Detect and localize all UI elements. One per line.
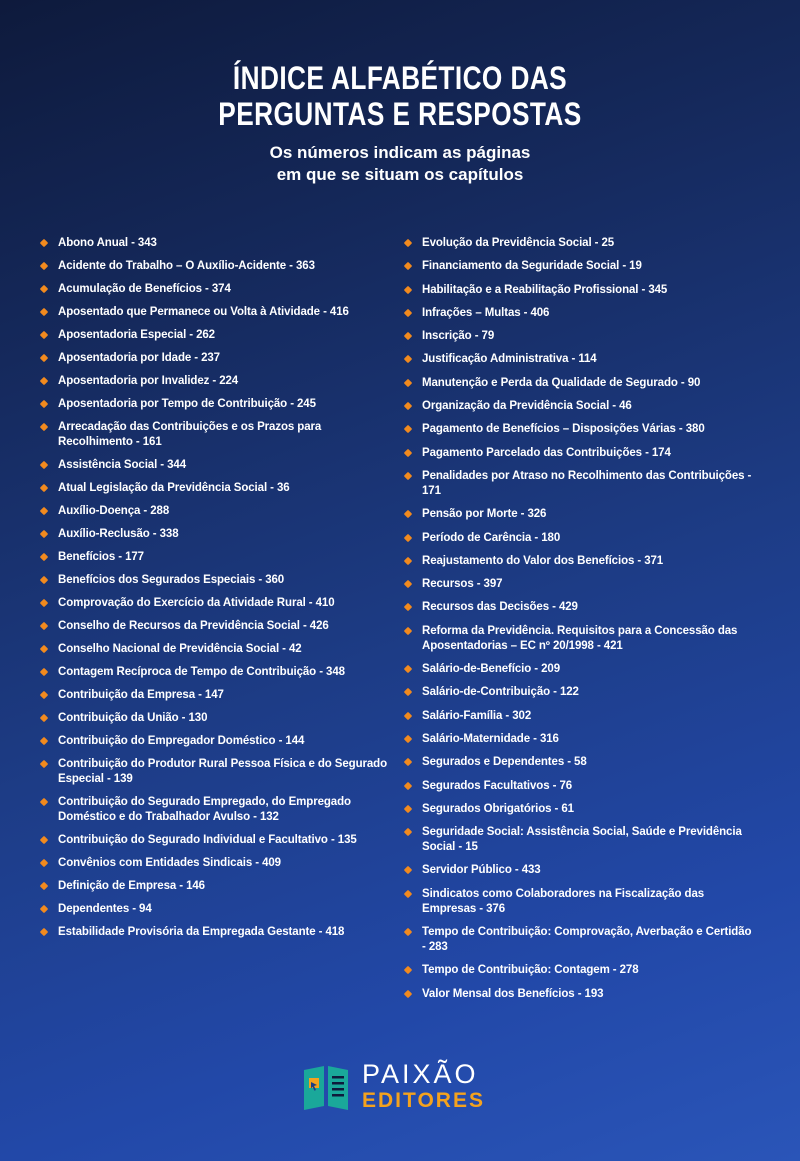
bullet-diamond-icon xyxy=(40,507,48,515)
index-entry xyxy=(402,283,757,298)
bullet-diamond-icon xyxy=(40,599,48,607)
bullet-diamond-icon xyxy=(40,714,48,722)
index-entry-text: Salário-Maternidade - 316 xyxy=(422,732,559,745)
bullet-diamond-icon xyxy=(40,737,48,745)
index-entry xyxy=(402,531,757,546)
index-entry-text: Manutenção e Perda da Qualidade de Segurado - 90 xyxy=(422,376,701,389)
index-entry xyxy=(38,550,398,565)
index-entry xyxy=(402,446,757,461)
index-entry xyxy=(38,856,398,871)
index-entry xyxy=(402,662,757,677)
subtitle-line-2: em que se situam os capítulos xyxy=(276,165,524,184)
index-entry-text: Assistência Social - 344 xyxy=(58,459,187,471)
index-entry xyxy=(38,236,398,251)
index-entry-text: Pagamento de Benefícios – Disposições Várias - 380 xyxy=(422,423,705,436)
bullet-diamond-icon xyxy=(404,989,412,997)
index-entry xyxy=(38,665,398,680)
page-title xyxy=(72,60,728,132)
index-entry-text: Contribuição do Segurado Individual e Facultativo - 135 xyxy=(58,834,357,846)
bullet-diamond-icon xyxy=(40,836,48,844)
index-entry-text: Acumulação de Benefícios - 374 xyxy=(58,283,231,295)
header xyxy=(0,60,800,186)
index-entry-text: Inscrição - 79 xyxy=(422,330,495,343)
index-entry xyxy=(38,902,398,917)
index-entry xyxy=(38,619,398,634)
index-entry xyxy=(38,688,398,703)
index-entry-text: Comprovação do Exercício da Atividade Rural - 410 xyxy=(58,597,335,609)
index-entry-text: Período de Carência - 180 xyxy=(422,531,561,544)
bullet-diamond-icon xyxy=(40,377,48,385)
index-entry-text: Penalidades por Atraso no Recolhimento das Contribuições - 171 xyxy=(422,469,752,497)
bullet-diamond-icon xyxy=(40,576,48,584)
index-entry-text: Reforma da Previdência. Requisitos para a Concessão das Aposentadorias – EC nº 20/1998 - 421 xyxy=(422,624,738,652)
index-entry xyxy=(402,577,757,592)
bullet-diamond-icon xyxy=(40,928,48,936)
bullet-diamond-icon xyxy=(404,580,412,588)
index-entry xyxy=(38,328,398,343)
index-entry xyxy=(38,573,398,588)
index-entry-text: Valor Mensal dos Benefícios - 193 xyxy=(422,987,604,1000)
index-entry-text: Salário-Família - 302 xyxy=(422,709,532,722)
index-entry-text: Servidor Público - 433 xyxy=(422,864,541,877)
index-entry-text: Auxílio-Reclusão - 338 xyxy=(58,528,179,540)
bullet-diamond-icon xyxy=(404,533,412,541)
bullet-diamond-icon xyxy=(404,688,412,696)
bullet-diamond-icon xyxy=(40,622,48,630)
bullet-diamond-icon xyxy=(404,735,412,743)
index-entry xyxy=(402,755,757,770)
bullet-diamond-icon xyxy=(404,379,412,387)
bullet-diamond-icon xyxy=(404,966,412,974)
bullet-diamond-icon xyxy=(40,905,48,913)
index-entry-text: Aposentadoria Especial - 262 xyxy=(58,329,215,341)
bullet-diamond-icon xyxy=(404,285,412,293)
index-entry xyxy=(38,734,398,749)
bullet-diamond-icon xyxy=(404,557,412,565)
bullet-diamond-icon xyxy=(404,711,412,719)
bullet-diamond-icon xyxy=(404,889,412,897)
index-entry-text: Conselho Nacional de Previdência Social - 42 xyxy=(58,643,302,655)
bullet-diamond-icon xyxy=(404,758,412,766)
index-entry-text: Organização da Previdência Social - 46 xyxy=(422,400,632,413)
index-entry xyxy=(402,329,757,344)
index-entry-text: Sindicatos como Colaboradores na Fiscalização das Empresas - 376 xyxy=(422,887,705,915)
index-entry xyxy=(402,469,757,499)
index-column-right xyxy=(402,236,757,1010)
index-entry-text: Contribuição do Segurado Empregado, do Empregado Doméstico e do Trabalhador Avulso - 132 xyxy=(58,796,351,823)
index-entry-text: Pensão por Morte - 326 xyxy=(422,508,547,521)
index-entry xyxy=(38,504,398,519)
index-entry xyxy=(38,879,398,894)
index-entry xyxy=(38,420,398,450)
bullet-diamond-icon xyxy=(404,448,412,456)
index-entry-text: Benefícios dos Segurados Especiais - 360 xyxy=(58,574,285,586)
index-entry xyxy=(402,399,757,414)
index-entry-text: Evolução da Previdência Social - 25 xyxy=(422,237,615,249)
bullet-diamond-icon xyxy=(404,781,412,789)
index-entry-text: Contribuição do Empregador Doméstico - 144 xyxy=(58,735,305,747)
index-entry xyxy=(402,802,757,817)
bullet-diamond-icon xyxy=(404,805,412,813)
publisher-logo xyxy=(300,1060,520,1120)
index-entry-text: Recursos das Decisões - 429 xyxy=(422,601,578,614)
index-entry-text: Justificação Administrativa - 114 xyxy=(422,353,597,366)
index-entry xyxy=(402,554,757,569)
index-entry xyxy=(38,374,398,389)
bullet-diamond-icon xyxy=(40,262,48,270)
bullet-diamond-icon xyxy=(40,645,48,653)
bullet-diamond-icon xyxy=(40,285,48,293)
bullet-diamond-icon xyxy=(40,354,48,362)
bullet-diamond-icon xyxy=(404,828,412,836)
index-entry xyxy=(38,481,398,496)
page-subtitle xyxy=(0,142,800,186)
bullet-diamond-icon xyxy=(404,402,412,410)
title-line-2: PERGUNTAS E RESPOSTAS xyxy=(218,96,582,132)
index-entry-text: Recursos - 397 xyxy=(422,578,503,591)
index-entry xyxy=(38,711,398,726)
index-entry-text: Seguridade Social: Assistência Social, Saúde e Previdência Social - 15 xyxy=(422,826,742,854)
bullet-diamond-icon xyxy=(404,332,412,340)
bullet-diamond-icon xyxy=(404,603,412,611)
index-entry-text: Segurados Facultativos - 76 xyxy=(422,779,573,792)
bullet-diamond-icon xyxy=(404,472,412,480)
index-entry xyxy=(402,779,757,794)
index-entry-text: Estabilidade Provisória da Empregada Gestante - 418 xyxy=(58,926,345,938)
bullet-diamond-icon xyxy=(404,866,412,874)
index-entry-text: Tempo de Contribuição: Comprovação, Averbação e Certidão - 283 xyxy=(422,926,752,954)
index-entry-text: Aposentadoria por Invalidez - 224 xyxy=(58,375,239,387)
index-entry-text: Abono Anual - 343 xyxy=(58,237,157,249)
index-entry-text: Dependentes - 94 xyxy=(58,903,152,915)
bullet-diamond-icon xyxy=(404,928,412,936)
index-entry xyxy=(402,925,757,955)
index-entry-text: Contribuição do Produtor Rural Pessoa Física e do Segurado Especial - 139 xyxy=(58,758,388,785)
index-entry xyxy=(38,305,398,320)
index-entry xyxy=(38,757,398,787)
bullet-diamond-icon xyxy=(40,691,48,699)
index-entry-text: Aposentado que Permanece ou Volta à Atividade - 416 xyxy=(58,306,349,318)
index-entry-text: Aposentadoria por Tempo de Contribuição - 245 xyxy=(58,398,316,410)
bullet-diamond-icon xyxy=(40,798,48,806)
bullet-diamond-icon xyxy=(40,668,48,676)
index-entry-text: Arrecadação das Contribuições e os Prazos para Recolhimento - 161 xyxy=(58,421,322,448)
index-entry xyxy=(38,282,398,297)
index-entry xyxy=(402,887,757,917)
index-entry xyxy=(38,596,398,611)
index-entry xyxy=(38,833,398,848)
bullet-diamond-icon xyxy=(404,627,412,635)
bullet-diamond-icon xyxy=(404,425,412,433)
logo-text-paixao: PAIXÃO xyxy=(362,1059,479,1089)
index-entry-text: Pagamento Parcelado das Contribuições - 174 xyxy=(422,446,671,459)
bullet-diamond-icon xyxy=(40,461,48,469)
index-entry xyxy=(38,527,398,542)
index-entry xyxy=(38,795,398,825)
subtitle-line-1: Os números indicam as páginas xyxy=(269,143,531,162)
index-entry-text: Infrações – Multas - 406 xyxy=(422,306,550,319)
index-entry xyxy=(38,642,398,657)
index-entry xyxy=(402,863,757,878)
index-entry-text: Segurados e Dependentes - 58 xyxy=(422,756,587,769)
index-entry xyxy=(402,963,757,978)
index-entry-text: Reajustamento do Valor dos Benefícios - 371 xyxy=(422,554,664,567)
index-entry-text: Financiamento da Seguridade Social - 19 xyxy=(422,260,642,273)
index-entry-text: Contribuição da União - 130 xyxy=(58,712,208,724)
bullet-diamond-icon xyxy=(404,262,412,270)
index-entry xyxy=(402,685,757,700)
index-entry-text: Salário-de-Contribuição - 122 xyxy=(422,686,579,699)
index-entry xyxy=(402,825,757,855)
title-line-1: ÍNDICE ALFABÉTICO DAS xyxy=(232,60,568,96)
index-entry-text: Conselho de Recursos da Previdência Social - 426 xyxy=(58,620,329,632)
index-entry xyxy=(402,507,757,522)
index-entry-text: Habilitação e a Reabilitação Profissional - 345 xyxy=(422,283,668,296)
index-entry-text: Contagem Recíproca de Tempo de Contribuição - 348 xyxy=(58,666,345,678)
index-entry xyxy=(38,925,398,940)
index-entry-text: Contribuição da Empresa - 147 xyxy=(58,689,224,701)
index-entry-text: Atual Legislação da Previdência Social - 36 xyxy=(58,482,290,494)
index-entry xyxy=(402,624,757,654)
index-entry xyxy=(402,987,757,1002)
bullet-diamond-icon xyxy=(40,760,48,768)
bullet-diamond-icon xyxy=(40,484,48,492)
index-entry xyxy=(38,259,398,274)
index-entry xyxy=(402,306,757,321)
index-entry xyxy=(38,397,398,412)
index-entry-text: Auxílio-Doença - 288 xyxy=(58,505,170,517)
index-entry xyxy=(402,376,757,391)
bullet-diamond-icon xyxy=(404,309,412,317)
index-entry xyxy=(402,422,757,437)
index-entry xyxy=(38,458,398,473)
index-entry xyxy=(402,732,757,747)
bullet-diamond-icon xyxy=(40,308,48,316)
bullet-diamond-icon xyxy=(40,400,48,408)
index-entry-text: Aposentadoria por Idade - 237 xyxy=(58,352,220,364)
index-column-left xyxy=(38,236,398,948)
index-entry-text: Segurados Obrigatórios - 61 xyxy=(422,802,574,815)
bullet-diamond-icon xyxy=(40,331,48,339)
index-entry xyxy=(402,259,757,274)
bullet-diamond-icon xyxy=(40,859,48,867)
bullet-diamond-icon xyxy=(40,553,48,561)
index-entry xyxy=(402,709,757,724)
bullet-diamond-icon xyxy=(404,239,412,247)
bullet-diamond-icon xyxy=(404,665,412,673)
index-entry-text: Definição de Empresa - 146 xyxy=(58,880,205,892)
index-entry xyxy=(402,352,757,367)
index-entry-text: Acidente do Trabalho – O Auxílio-Acidente - 363 xyxy=(58,260,315,272)
bullet-diamond-icon xyxy=(40,423,48,431)
bullet-diamond-icon xyxy=(404,355,412,363)
logo-text-editores: EDITORES xyxy=(362,1089,485,1112)
index-entry-text: Convênios com Entidades Sindicais - 409 xyxy=(58,857,281,869)
index-entry-text: Tempo de Contribuição: Contagem - 278 xyxy=(422,964,639,977)
bullet-diamond-icon xyxy=(404,510,412,518)
index-entry xyxy=(402,236,757,251)
bullet-diamond-icon xyxy=(40,530,48,538)
index-entry-text: Salário-de-Benefício - 209 xyxy=(422,663,561,676)
bullet-diamond-icon xyxy=(40,239,48,247)
index-entry-text: Benefícios - 177 xyxy=(58,551,144,563)
book-logo-icon xyxy=(300,1060,352,1112)
index-entry xyxy=(38,351,398,366)
index-entry xyxy=(402,600,757,615)
bullet-diamond-icon xyxy=(40,882,48,890)
